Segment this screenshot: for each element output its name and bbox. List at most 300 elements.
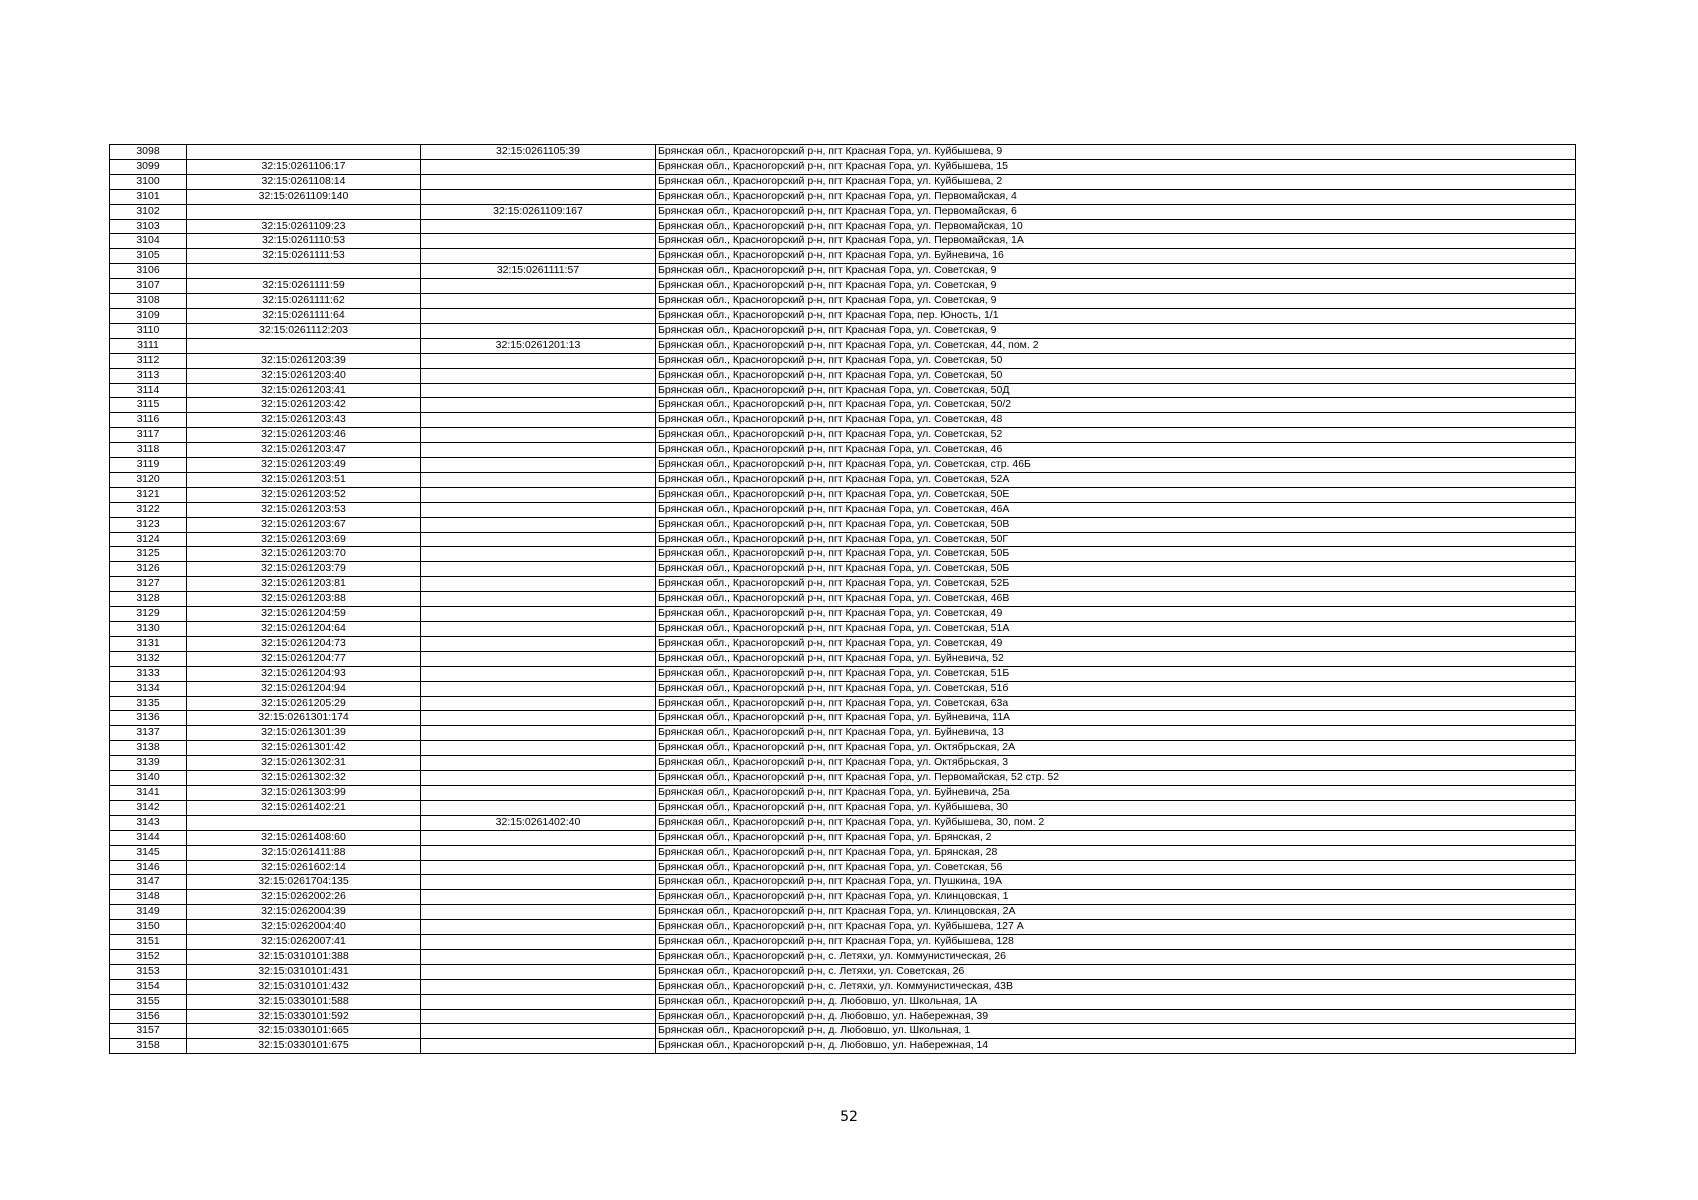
building-cadastral-number-cell xyxy=(421,189,656,204)
row-number-cell: 3141 xyxy=(110,785,187,800)
address-cell: Брянская обл., Красногорский р-н, пгт Красная Гора, ул. Советская, 49 xyxy=(656,607,1576,622)
land-cadastral-number-cell: 32:15:0261203:67 xyxy=(187,517,421,532)
table-row xyxy=(110,487,1576,502)
row-number-cell: 3117 xyxy=(110,428,187,443)
row-number-cell: 3114 xyxy=(110,383,187,398)
building-cadastral-number-cell xyxy=(421,294,656,309)
row-number-cell: 3118 xyxy=(110,443,187,458)
land-cadastral-number-cell: 32:15:0261204:64 xyxy=(187,622,421,637)
row-number-cell: 3143 xyxy=(110,815,187,830)
address-cell: Брянская обл., Красногорский р-н, д. Любовшо, ул. Школьная, 1 xyxy=(656,1024,1576,1039)
address-cell: Брянская обл., Красногорский р-н, пгт Красная Гора, ул. Советская, 52 xyxy=(656,428,1576,443)
land-cadastral-number-cell: 32:15:0261402:21 xyxy=(187,800,421,815)
row-number-cell: 3156 xyxy=(110,1009,187,1024)
table-row xyxy=(110,771,1576,786)
address-cell: Брянская обл., Красногорский р-н, пгт Красная Гора, ул. Советская, 9 xyxy=(656,294,1576,309)
land-cadastral-number-cell: 32:15:0261203:70 xyxy=(187,547,421,562)
address-cell: Брянская обл., Красногорский р-н, пгт Красная Гора, ул. Первомайская, 4 xyxy=(656,189,1576,204)
land-cadastral-number-cell: 32:15:0261203:53 xyxy=(187,502,421,517)
building-cadastral-number-cell: 32:15:0261402:40 xyxy=(421,815,656,830)
row-number-cell: 3122 xyxy=(110,502,187,517)
building-cadastral-number-cell xyxy=(421,607,656,622)
table-row xyxy=(110,622,1576,637)
land-cadastral-number-cell xyxy=(187,264,421,279)
building-cadastral-number-cell xyxy=(421,458,656,473)
address-cell: Брянская обл., Красногорский р-н, пгт Красная Гора, ул. Клинцовская, 1 xyxy=(656,890,1576,905)
address-cell: Брянская обл., Красногорский р-н, с. Летяхи, ул. Коммунистическая, 26 xyxy=(656,949,1576,964)
address-cell: Брянская обл., Красногорский р-н, пгт Красная Гора, ул. Советская, 50Д xyxy=(656,383,1576,398)
row-number-cell: 3100 xyxy=(110,174,187,189)
land-cadastral-number-cell: 32:15:0261203:88 xyxy=(187,592,421,607)
row-number-cell: 3102 xyxy=(110,204,187,219)
building-cadastral-number-cell xyxy=(421,547,656,562)
building-cadastral-number-cell xyxy=(421,994,656,1009)
land-cadastral-number-cell: 32:15:0261111:62 xyxy=(187,294,421,309)
table-row xyxy=(110,1024,1576,1039)
land-cadastral-number-cell: 32:15:0262007:41 xyxy=(187,935,421,950)
row-number-cell: 3129 xyxy=(110,607,187,622)
land-cadastral-number-cell: 32:15:0261109:140 xyxy=(187,189,421,204)
row-number-cell: 3098 xyxy=(110,145,187,160)
land-cadastral-number-cell: 32:15:0261204:77 xyxy=(187,651,421,666)
table-row xyxy=(110,905,1576,920)
address-cell: Брянская обл., Красногорский р-н, пгт Красная Гора, ул. Куйбышева, 128 xyxy=(656,935,1576,950)
building-cadastral-number-cell xyxy=(421,964,656,979)
address-cell: Брянская обл., Красногорский р-н, пгт Красная Гора, ул. Октябрьская, 3 xyxy=(656,756,1576,771)
table-row xyxy=(110,607,1576,622)
land-cadastral-number-cell: 32:15:0330101:592 xyxy=(187,1009,421,1024)
building-cadastral-number-cell xyxy=(421,949,656,964)
address-cell: Брянская обл., Красногорский р-н, пгт Красная Гора, ул. Брянская, 2 xyxy=(656,830,1576,845)
building-cadastral-number-cell xyxy=(421,234,656,249)
table-row xyxy=(110,964,1576,979)
address-cell: Брянская обл., Красногорский р-н, пгт Красная Гора, ул. Буйневича, 11А xyxy=(656,711,1576,726)
building-cadastral-number-cell: 32:15:0261111:57 xyxy=(421,264,656,279)
land-cadastral-number-cell: 32:15:0261204:59 xyxy=(187,607,421,622)
land-cadastral-number-cell: 32:15:0261203:47 xyxy=(187,443,421,458)
table-row xyxy=(110,890,1576,905)
land-cadastral-number-cell: 32:15:0262004:39 xyxy=(187,905,421,920)
address-cell: Брянская обл., Красногорский р-н, пгт Красная Гора, ул. Советская, 50/2 xyxy=(656,398,1576,413)
land-cadastral-number-cell: 32:15:0261108:14 xyxy=(187,174,421,189)
building-cadastral-number-cell xyxy=(421,920,656,935)
address-cell: Брянская обл., Красногорский р-н, пгт Красная Гора, ул. Буйневича, 13 xyxy=(656,726,1576,741)
land-cadastral-number-cell: 32:15:0261111:64 xyxy=(187,308,421,323)
building-cadastral-number-cell xyxy=(421,308,656,323)
row-number-cell: 3138 xyxy=(110,741,187,756)
building-cadastral-number-cell xyxy=(421,756,656,771)
row-number-cell: 3109 xyxy=(110,308,187,323)
land-cadastral-number-cell: 32:15:0310101:432 xyxy=(187,979,421,994)
building-cadastral-number-cell xyxy=(421,398,656,413)
land-cadastral-number-cell: 32:15:0261302:31 xyxy=(187,756,421,771)
table-row xyxy=(110,264,1576,279)
address-cell: Брянская обл., Красногорский р-н, пгт Красная Гора, ул. Советская, 52Б xyxy=(656,577,1576,592)
table-row xyxy=(110,294,1576,309)
building-cadastral-number-cell xyxy=(421,860,656,875)
table-row xyxy=(110,800,1576,815)
table-row xyxy=(110,994,1576,1009)
table-row xyxy=(110,279,1576,294)
address-cell: Брянская обл., Красногорский р-н, пгт Красная Гора, ул. Куйбышева, 9 xyxy=(656,145,1576,160)
table-row xyxy=(110,1039,1576,1054)
row-number-cell: 3146 xyxy=(110,860,187,875)
row-number-cell: 3106 xyxy=(110,264,187,279)
row-number-cell: 3099 xyxy=(110,159,187,174)
address-cell: Брянская обл., Красногорский р-н, пгт Красная Гора, ул. Советская, 46В xyxy=(656,592,1576,607)
address-cell: Брянская обл., Красногорский р-н, пгт Красная Гора, ул. Первомайская, 6 xyxy=(656,204,1576,219)
row-number-cell: 3148 xyxy=(110,890,187,905)
address-cell: Брянская обл., Красногорский р-н, пгт Красная Гора, ул. Советская, 46А xyxy=(656,502,1576,517)
building-cadastral-number-cell xyxy=(421,413,656,428)
table-row xyxy=(110,935,1576,950)
building-cadastral-number-cell xyxy=(421,279,656,294)
building-cadastral-number-cell xyxy=(421,1009,656,1024)
address-cell: Брянская обл., Красногорский р-н, пгт Красная Гора, ул. Октябрьская, 2А xyxy=(656,741,1576,756)
table-row xyxy=(110,1009,1576,1024)
building-cadastral-number-cell xyxy=(421,785,656,800)
table-row xyxy=(110,368,1576,383)
row-number-cell: 3130 xyxy=(110,622,187,637)
table-row xyxy=(110,666,1576,681)
address-cell: Брянская обл., Красногорский р-н, пгт Красная Гора, ул. Брянская, 28 xyxy=(656,845,1576,860)
table-row xyxy=(110,145,1576,160)
table-row xyxy=(110,383,1576,398)
table-row xyxy=(110,875,1576,890)
building-cadastral-number-cell xyxy=(421,771,656,786)
row-number-cell: 3144 xyxy=(110,830,187,845)
address-cell: Брянская обл., Красногорский р-н, пгт Красная Гора, ул. Советская, 63а xyxy=(656,696,1576,711)
row-number-cell: 3123 xyxy=(110,517,187,532)
row-number-cell: 3133 xyxy=(110,666,187,681)
table-row xyxy=(110,458,1576,473)
land-cadastral-number-cell: 32:15:0261111:59 xyxy=(187,279,421,294)
building-cadastral-number-cell: 32:15:0261109:167 xyxy=(421,204,656,219)
land-cadastral-number-cell: 32:15:0261704:135 xyxy=(187,875,421,890)
table-row xyxy=(110,711,1576,726)
row-number-cell: 3125 xyxy=(110,547,187,562)
address-cell: Брянская обл., Красногорский р-н, пгт Красная Гора, ул. Куйбышева, 127 А xyxy=(656,920,1576,935)
table-row xyxy=(110,636,1576,651)
building-cadastral-number-cell xyxy=(421,830,656,845)
row-number-cell: 3134 xyxy=(110,681,187,696)
building-cadastral-number-cell xyxy=(421,323,656,338)
row-number-cell: 3113 xyxy=(110,368,187,383)
land-cadastral-number-cell: 32:15:0330101:665 xyxy=(187,1024,421,1039)
row-number-cell: 3149 xyxy=(110,905,187,920)
building-cadastral-number-cell xyxy=(421,696,656,711)
land-cadastral-number-cell: 32:15:0261301:174 xyxy=(187,711,421,726)
row-number-cell: 3145 xyxy=(110,845,187,860)
address-cell: Брянская обл., Красногорский р-н, пгт Красная Гора, ул. Советская, 51А xyxy=(656,622,1576,637)
land-cadastral-number-cell: 32:15:0261411:88 xyxy=(187,845,421,860)
table-row xyxy=(110,845,1576,860)
property-table xyxy=(109,144,1576,1054)
building-cadastral-number-cell xyxy=(421,905,656,920)
building-cadastral-number-cell xyxy=(421,622,656,637)
address-cell: Брянская обл., Красногорский р-н, пгт Красная Гора, ул. Первомайская, 52 стр. 52 xyxy=(656,771,1576,786)
land-cadastral-number-cell: 32:15:0261408:60 xyxy=(187,830,421,845)
land-cadastral-number-cell: 32:15:0330101:675 xyxy=(187,1039,421,1054)
table-row xyxy=(110,204,1576,219)
building-cadastral-number-cell xyxy=(421,353,656,368)
table-row xyxy=(110,353,1576,368)
row-number-cell: 3119 xyxy=(110,458,187,473)
land-cadastral-number-cell: 32:15:0310101:388 xyxy=(187,949,421,964)
building-cadastral-number-cell xyxy=(421,741,656,756)
land-cadastral-number-cell xyxy=(187,204,421,219)
address-cell: Брянская обл., Красногорский р-н, пгт Красная Гора, ул. Клинцовская, 2А xyxy=(656,905,1576,920)
building-cadastral-number-cell xyxy=(421,1024,656,1039)
table-row xyxy=(110,189,1576,204)
address-cell: Брянская обл., Красногорский р-н, д. Любовшо, ул. Набережная, 39 xyxy=(656,1009,1576,1024)
building-cadastral-number-cell xyxy=(421,681,656,696)
address-cell: Брянская обл., Красногорский р-н, пгт Красная Гора, ул. Первомайская, 10 xyxy=(656,219,1576,234)
address-cell: Брянская обл., Красногорский р-н, пгт Красная Гора, ул. Советская, 50Б xyxy=(656,562,1576,577)
address-cell: Брянская обл., Красногорский р-н, пгт Красная Гора, ул. Куйбышева, 30, пом. 2 xyxy=(656,815,1576,830)
row-number-cell: 3151 xyxy=(110,935,187,950)
land-cadastral-number-cell: 32:15:0261111:53 xyxy=(187,249,421,264)
building-cadastral-number-cell xyxy=(421,935,656,950)
row-number-cell: 3126 xyxy=(110,562,187,577)
land-cadastral-number-cell: 32:15:0261112:203 xyxy=(187,323,421,338)
land-cadastral-number-cell: 32:15:0261203:40 xyxy=(187,368,421,383)
address-cell: Брянская обл., Красногорский р-н, пгт Красная Гора, ул. Советская, 50Б xyxy=(656,547,1576,562)
table-row xyxy=(110,726,1576,741)
address-cell: Брянская обл., Красногорский р-н, пгт Красная Гора, ул. Советская, 46 xyxy=(656,443,1576,458)
address-cell: Брянская обл., Красногорский р-н, пгт Красная Гора, ул. Буйневича, 25а xyxy=(656,785,1576,800)
address-cell: Брянская обл., Красногорский р-н, пгт Красная Гора, ул. Советская, 50 xyxy=(656,353,1576,368)
row-number-cell: 3137 xyxy=(110,726,187,741)
row-number-cell: 3139 xyxy=(110,756,187,771)
table-row xyxy=(110,428,1576,443)
land-cadastral-number-cell xyxy=(187,145,421,160)
table-row xyxy=(110,234,1576,249)
row-number-cell: 3120 xyxy=(110,472,187,487)
building-cadastral-number-cell xyxy=(421,219,656,234)
building-cadastral-number-cell xyxy=(421,800,656,815)
row-number-cell: 3136 xyxy=(110,711,187,726)
table-row xyxy=(110,338,1576,353)
address-cell: Брянская обл., Красногорский р-н, пгт Красная Гора, ул. Советская, 51б xyxy=(656,681,1576,696)
address-cell: Брянская обл., Красногорский р-н, пгт Красная Гора, ул. Советская, 50Г xyxy=(656,532,1576,547)
land-cadastral-number-cell: 32:15:0261205:29 xyxy=(187,696,421,711)
table-row xyxy=(110,979,1576,994)
row-number-cell: 3105 xyxy=(110,249,187,264)
address-cell: Брянская обл., Красногорский р-н, пгт Красная Гора, ул. Советская, стр. 46Б xyxy=(656,458,1576,473)
row-number-cell: 3142 xyxy=(110,800,187,815)
land-cadastral-number-cell: 32:15:0261203:42 xyxy=(187,398,421,413)
row-number-cell: 3115 xyxy=(110,398,187,413)
building-cadastral-number-cell xyxy=(421,1039,656,1054)
building-cadastral-number-cell: 32:15:0261201:13 xyxy=(421,338,656,353)
row-number-cell: 3152 xyxy=(110,949,187,964)
building-cadastral-number-cell xyxy=(421,666,656,681)
land-cadastral-number-cell: 32:15:0310101:431 xyxy=(187,964,421,979)
row-number-cell: 3127 xyxy=(110,577,187,592)
land-cadastral-number-cell: 32:15:0261110:53 xyxy=(187,234,421,249)
row-number-cell: 3155 xyxy=(110,994,187,1009)
property-table-body xyxy=(110,145,1576,1054)
land-cadastral-number-cell: 32:15:0261203:46 xyxy=(187,428,421,443)
row-number-cell: 3140 xyxy=(110,771,187,786)
table-row xyxy=(110,502,1576,517)
land-cadastral-number-cell: 32:15:0262002:26 xyxy=(187,890,421,905)
land-cadastral-number-cell: 32:15:0261204:73 xyxy=(187,636,421,651)
building-cadastral-number-cell xyxy=(421,249,656,264)
building-cadastral-number-cell xyxy=(421,159,656,174)
building-cadastral-number-cell xyxy=(421,368,656,383)
building-cadastral-number-cell xyxy=(421,174,656,189)
address-cell: Брянская обл., Красногорский р-н, пгт Красная Гора, ул. Советская, 50В xyxy=(656,517,1576,532)
table-row xyxy=(110,443,1576,458)
address-cell: Брянская обл., Красногорский р-н, пгт Красная Гора, ул. Советская, 56 xyxy=(656,860,1576,875)
address-cell: Брянская обл., Красногорский р-н, пгт Красная Гора, ул. Советская, 51Б xyxy=(656,666,1576,681)
land-cadastral-number-cell: 32:15:0261203:79 xyxy=(187,562,421,577)
table-row xyxy=(110,159,1576,174)
address-cell: Брянская обл., Красногорский р-н, пгт Красная Гора, ул. Советская, 49 xyxy=(656,636,1576,651)
building-cadastral-number-cell xyxy=(421,890,656,905)
address-cell: Брянская обл., Красногорский р-н, пгт Красная Гора, ул. Куйбышева, 30 xyxy=(656,800,1576,815)
address-cell: Брянская обл., Красногорский р-н, пгт Красная Гора, ул. Советская, 50 xyxy=(656,368,1576,383)
address-cell: Брянская обл., Красногорский р-н, пгт Красная Гора, ул. Куйбышева, 2 xyxy=(656,174,1576,189)
land-cadastral-number-cell: 32:15:0261203:69 xyxy=(187,532,421,547)
land-cadastral-number-cell: 32:15:0261106:17 xyxy=(187,159,421,174)
table-row xyxy=(110,174,1576,189)
land-cadastral-number-cell: 32:15:0261204:93 xyxy=(187,666,421,681)
address-cell: Брянская обл., Красногорский р-н, пгт Красная Гора, ул. Советская, 9 xyxy=(656,323,1576,338)
table-row xyxy=(110,323,1576,338)
table-row xyxy=(110,592,1576,607)
address-cell: Брянская обл., Красногорский р-н, д. Любовшо, ул. Набережная, 14 xyxy=(656,1039,1576,1054)
land-cadastral-number-cell: 32:15:0261203:81 xyxy=(187,577,421,592)
row-number-cell: 3128 xyxy=(110,592,187,607)
building-cadastral-number-cell xyxy=(421,502,656,517)
row-number-cell: 3121 xyxy=(110,487,187,502)
land-cadastral-number-cell xyxy=(187,338,421,353)
row-number-cell: 3104 xyxy=(110,234,187,249)
table-row xyxy=(110,756,1576,771)
land-cadastral-number-cell: 32:15:0261203:39 xyxy=(187,353,421,368)
row-number-cell: 3108 xyxy=(110,294,187,309)
address-cell: Брянская обл., Красногорский р-н, пгт Красная Гора, ул. Советская, 44, пом. 2 xyxy=(656,338,1576,353)
row-number-cell: 3153 xyxy=(110,964,187,979)
row-number-cell: 3132 xyxy=(110,651,187,666)
building-cadastral-number-cell xyxy=(421,726,656,741)
row-number-cell: 3124 xyxy=(110,532,187,547)
building-cadastral-number-cell: 32:15:0261105:39 xyxy=(421,145,656,160)
table-row xyxy=(110,562,1576,577)
building-cadastral-number-cell xyxy=(421,651,656,666)
building-cadastral-number-cell xyxy=(421,979,656,994)
land-cadastral-number-cell: 32:15:0261203:41 xyxy=(187,383,421,398)
building-cadastral-number-cell xyxy=(421,472,656,487)
row-number-cell: 3116 xyxy=(110,413,187,428)
land-cadastral-number-cell: 32:15:0261203:52 xyxy=(187,487,421,502)
row-number-cell: 3112 xyxy=(110,353,187,368)
row-number-cell: 3101 xyxy=(110,189,187,204)
land-cadastral-number-cell: 32:15:0261301:39 xyxy=(187,726,421,741)
row-number-cell: 3147 xyxy=(110,875,187,890)
address-cell: Брянская обл., Красногорский р-н, д. Любовшо, ул. Школьная, 1А xyxy=(656,994,1576,1009)
address-cell: Брянская обл., Красногорский р-н, пгт Красная Гора, ул. Буйневича, 16 xyxy=(656,249,1576,264)
building-cadastral-number-cell xyxy=(421,487,656,502)
table-row xyxy=(110,741,1576,756)
building-cadastral-number-cell xyxy=(421,636,656,651)
row-number-cell: 3103 xyxy=(110,219,187,234)
table-row xyxy=(110,517,1576,532)
building-cadastral-number-cell xyxy=(421,875,656,890)
land-cadastral-number-cell: 32:15:0330101:588 xyxy=(187,994,421,1009)
row-number-cell: 3157 xyxy=(110,1024,187,1039)
address-cell: Брянская обл., Красногорский р-н, пгт Красная Гора, ул. Советская, 9 xyxy=(656,279,1576,294)
land-cadastral-number-cell: 32:15:0261203:49 xyxy=(187,458,421,473)
table-row xyxy=(110,532,1576,547)
row-number-cell: 3110 xyxy=(110,323,187,338)
table-row xyxy=(110,785,1576,800)
land-cadastral-number-cell: 32:15:0261302:32 xyxy=(187,771,421,786)
row-number-cell: 3150 xyxy=(110,920,187,935)
row-number-cell: 3131 xyxy=(110,636,187,651)
page-number: 52 xyxy=(840,1109,858,1125)
table-row xyxy=(110,413,1576,428)
address-cell: Брянская обл., Красногорский р-н, пгт Красная Гора, ул. Куйбышева, 15 xyxy=(656,159,1576,174)
land-cadastral-number-cell: 32:15:0261203:51 xyxy=(187,472,421,487)
table-row xyxy=(110,472,1576,487)
table-row xyxy=(110,696,1576,711)
table-row xyxy=(110,398,1576,413)
building-cadastral-number-cell xyxy=(421,443,656,458)
table-row xyxy=(110,860,1576,875)
table-row xyxy=(110,308,1576,323)
address-cell: Брянская обл., Красногорский р-н, пгт Красная Гора, ул. Буйневича, 52 xyxy=(656,651,1576,666)
land-cadastral-number-cell: 32:15:0262004:40 xyxy=(187,920,421,935)
address-cell: Брянская обл., Красногорский р-н, пгт Красная Гора, ул. Первомайская, 1А xyxy=(656,234,1576,249)
building-cadastral-number-cell xyxy=(421,428,656,443)
table-row xyxy=(110,219,1576,234)
address-cell: Брянская обл., Красногорский р-н, пгт Красная Гора, ул. Советская, 52А xyxy=(656,472,1576,487)
table-row xyxy=(110,830,1576,845)
land-cadastral-number-cell: 32:15:0261303:99 xyxy=(187,785,421,800)
row-number-cell: 3154 xyxy=(110,979,187,994)
land-cadastral-number-cell: 32:15:0261109:23 xyxy=(187,219,421,234)
land-cadastral-number-cell: 32:15:0261203:43 xyxy=(187,413,421,428)
building-cadastral-number-cell xyxy=(421,532,656,547)
row-number-cell: 3107 xyxy=(110,279,187,294)
building-cadastral-number-cell xyxy=(421,592,656,607)
table-row xyxy=(110,249,1576,264)
table-row xyxy=(110,949,1576,964)
land-cadastral-number-cell: 32:15:0261301:42 xyxy=(187,741,421,756)
table-row xyxy=(110,815,1576,830)
land-cadastral-number-cell: 32:15:0261602:14 xyxy=(187,860,421,875)
row-number-cell: 3135 xyxy=(110,696,187,711)
address-cell: Брянская обл., Красногорский р-н, пгт Красная Гора, ул. Советская, 50Е xyxy=(656,487,1576,502)
land-cadastral-number-cell: 32:15:0261204:94 xyxy=(187,681,421,696)
table-row xyxy=(110,920,1576,935)
table-row xyxy=(110,651,1576,666)
building-cadastral-number-cell xyxy=(421,845,656,860)
address-cell: Брянская обл., Красногорский р-н, пгт Красная Гора, ул. Советская, 48 xyxy=(656,413,1576,428)
land-cadastral-number-cell xyxy=(187,815,421,830)
address-cell: Брянская обл., Красногорский р-н, пгт Красная Гора, ул. Пушкина, 19А xyxy=(656,875,1576,890)
address-cell: Брянская обл., Красногорский р-н, пгт Красная Гора, пер. Юность, 1/1 xyxy=(656,308,1576,323)
address-cell: Брянская обл., Красногорский р-н, с. Летяхи, ул. Коммунистическая, 43В xyxy=(656,979,1576,994)
address-cell: Брянская обл., Красногорский р-н, с. Летяхи, ул. Советская, 26 xyxy=(656,964,1576,979)
address-cell: Брянская обл., Красногорский р-н, пгт Красная Гора, ул. Советская, 9 xyxy=(656,264,1576,279)
building-cadastral-number-cell xyxy=(421,577,656,592)
building-cadastral-number-cell xyxy=(421,711,656,726)
